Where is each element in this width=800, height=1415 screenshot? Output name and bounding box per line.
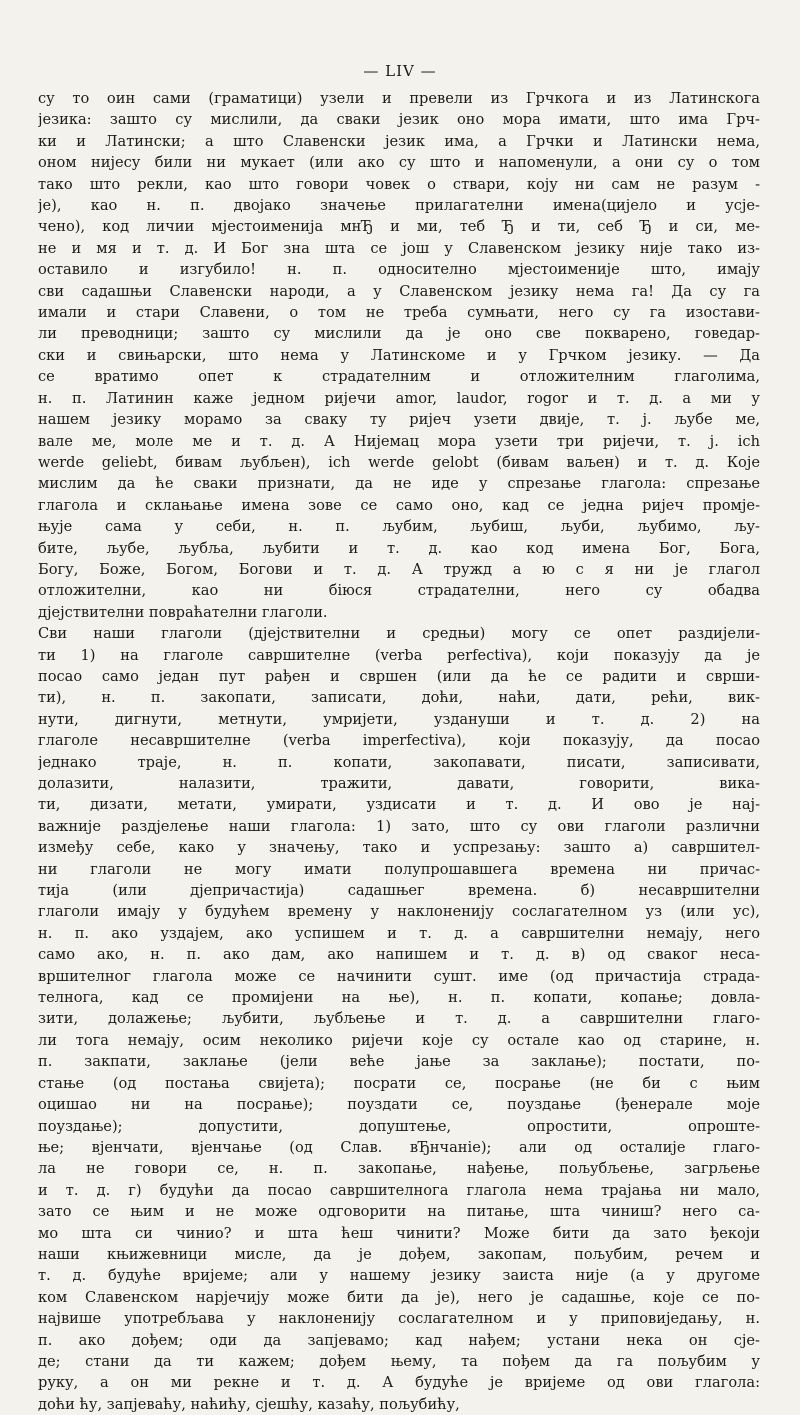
text-line: само ако, н. п. ако дам, ако напишем и т. д. в) од сваког неса- [38, 946, 760, 964]
text-line: највише употребљава у наклоненију сослагателном и у приповиједању, н. [38, 1310, 760, 1328]
text-line: њује сама у себи, н. п. љубим, љубиш, љуби, љубимо, љу- [38, 518, 760, 536]
text-line: долазити, налазити, тражити, давати, говорити, вика- [38, 775, 760, 792]
text-line: између себе, како у значењу, тако и успрезању: зашто а) савршител- [38, 839, 760, 857]
text-line: оставило и изгубило! н. п. односително мјестоименије што, имају [38, 261, 760, 279]
text-line: нашем језику морамо за сваку ту ријеч узети двије, т. ј. љубе ме, [38, 411, 760, 429]
text-line: т. д. будуће вријеме; али у нашему језику заиста није (а у другоме [38, 1267, 760, 1285]
text-line: п. закпати, заклање (јели веће јање за заклање); постати, по- [38, 1053, 760, 1071]
text-line: ли тога немају, осим неколико ријечи које су остале као од старине, н. [38, 1031, 760, 1049]
text-line: оцишао ни на посрање); поуздати се, поуздање (ђенерале моје [38, 1096, 760, 1114]
text-line: глаголе несавршителне (verba imperfectiva), који показују, да посао [38, 732, 760, 750]
text-line: н. п. ако уздајем, ако успишем и т. д. а савршителни немају, него [38, 924, 760, 942]
text-line: ње; вјенчати, вјенчање (од Слав. вЂнчаніе); али од осталије глаго- [38, 1138, 760, 1156]
text-line: важније раздјелење наши глагола: 1) зато, што су ови глаголи различни [38, 817, 760, 835]
text-line: поуздање); допустити, допуштење, опростити, опроште- [38, 1117, 760, 1135]
text-line: доћи ћу, запјеваћу, наћићу, сјешћу, казаћу, пољубићу, [38, 1395, 460, 1413]
text-line: тија (или дјепричаcтија) садашњег времена. б) несавршителни [38, 882, 760, 900]
body-text [38, 88, 760, 1415]
text-line: werde geliebt, бивам љубљен), ich werde gelobt (бивам ваљен) и т. д. Које [38, 453, 760, 471]
text-line: ти 1) на глаголе савршителне (verba perfectiva), који показују да је [38, 646, 760, 664]
text-line: отложителни, као ни біюся страдателни, него су обадва [38, 582, 760, 600]
text-line: де; стани да ти кажем; дођем њему, та пођем да га пољубим у [38, 1352, 760, 1370]
text-line: ком Славенском нарјечију може бити да је), него је садашње, које се по- [38, 1288, 760, 1306]
text-line: ти, дизати, метати, умирати, уздисати и т. д. И ово је нај- [38, 796, 760, 814]
text-line: телнога, кад се промијени на ње), н. п. копати, копање; довла- [38, 989, 760, 1007]
text-line: ли преводници; зашто су мислили да је оно све покварено, говедар- [38, 325, 760, 343]
text-line: глаголи имају у будућем времену у наклоненију сослагателном уз (или ус), [38, 903, 760, 921]
text-line: зити, долажење; љубити, љубљење и т. д. а савршителни глаго- [38, 1010, 760, 1028]
text-line: мо шта си чинио? и шта ћеш чинити? Може бити да зато ђекоји [38, 1224, 760, 1242]
text-line: језика: зашто су мислили, да сваки језик оно мора имати, што има Грч- [38, 111, 760, 129]
text-line: мислим да ће сваки признати, да не иде у спрезање глагола: спрезање [38, 475, 760, 493]
text-line: се вратимо опет к страдателним и отложителним глаголима, [38, 368, 760, 386]
text-line: су то оин сами (граматици) узели и превели из Грчкога и из Латинскога [38, 90, 760, 107]
page-number-header: — LIV — [363, 62, 437, 80]
text-line: ки и Латински; а што Славенски језик има, а Грчки и Латински нема, [38, 132, 760, 150]
text-line: оном нијесу били ни мукает (или ако су што и напоменули, а они су о том [38, 154, 760, 172]
text-line: н. п. Латинин каже једном ријечи amor, laudor, rogor и т. д. а ми у [38, 389, 760, 407]
text-line: ти), н. п. закопати, записати, доћи, наћи, дати, рећи, вик- [38, 689, 760, 707]
text-line: Сви наши глаголи (дјејствителни и средњи) могу се опет раздијели- [38, 625, 760, 643]
text-line: вале ме, моле ме и т. д. А Нијемац мора узети три ријечи, т. ј. ich [38, 432, 760, 450]
text-line: посао само један пут рађен и свршен (или да ће се радити и сврши- [38, 667, 760, 685]
text-line: је), као н. п. двојако значење прилагателни имена(цијело и усје- [38, 197, 760, 215]
text-line: тако што рекли, као што говори човек о ствари, коју ни сам не разум - [38, 175, 760, 193]
text-line: п. ако дођем; оди да запјевамо; кад нађем; устани нека он сје- [38, 1331, 760, 1349]
text-line: Богу, Боже, Богом, Богови и т. д. А тружд а ю с я ни је глагол [38, 560, 760, 578]
text-line: сви садашњи Славенски народи, а у Славенском језику нема га! Да су га [38, 282, 760, 300]
text-line: бите, љубе, љубља, љубити и т. д. као код имена Бог, Бога, [38, 539, 760, 557]
text-line: имали и стари Славени, о том не треба сумњати, него су га изостави- [38, 304, 760, 322]
text-line: једнако траје, н. п. копати, закопавати, писати, записивати, [38, 753, 760, 771]
text-line: стање (од постања свијета); посрати се, посрање (не би с њим [38, 1074, 760, 1092]
text-line: дјејствителни повраћателни глаголи. [38, 603, 328, 621]
text-line: чено), код личии мјестоименија мнЂ и ми, теб Ђ и ти, себ Ђ и си, ме- [38, 218, 760, 236]
text-line: зато се њим и не може одговорити на питање, шта чиниш? него са- [38, 1203, 760, 1221]
text-line: глагола и склањање имена зове се само оно, кад се једна ријеч промје- [38, 496, 760, 514]
text-line: ни глаголи не могу имати полупрошавшега времена ни причас- [38, 860, 760, 878]
text-line: не и мя и т. д. И Бог зна шта се још у Славенском језику није тако из- [38, 239, 760, 257]
text-line: вршителног глагола може се начинити сушт. име (од причастија страда- [38, 967, 760, 985]
text-line: наши књижевници мисле, да је дођем, закопам, пољубим, речем и [38, 1245, 760, 1263]
text-line: руку, а он ми рекне и т. д. А будуће је вријеме од ови глагола: [38, 1374, 760, 1392]
text-line: ски и свињарски, што нема у Латинскоме и у Грчком језику. — Да [38, 346, 760, 364]
text-line: нути, дигнути, метнути, умријети, уздануши и т. д. 2) на [38, 710, 760, 728]
text-line: и т. д. г) будући да посао савршителнога глагола нема трајања ни мало, [38, 1181, 760, 1199]
text-line: ла не говори се, н. п. закопање, нађење, пољубљење, загрљење [38, 1160, 760, 1178]
